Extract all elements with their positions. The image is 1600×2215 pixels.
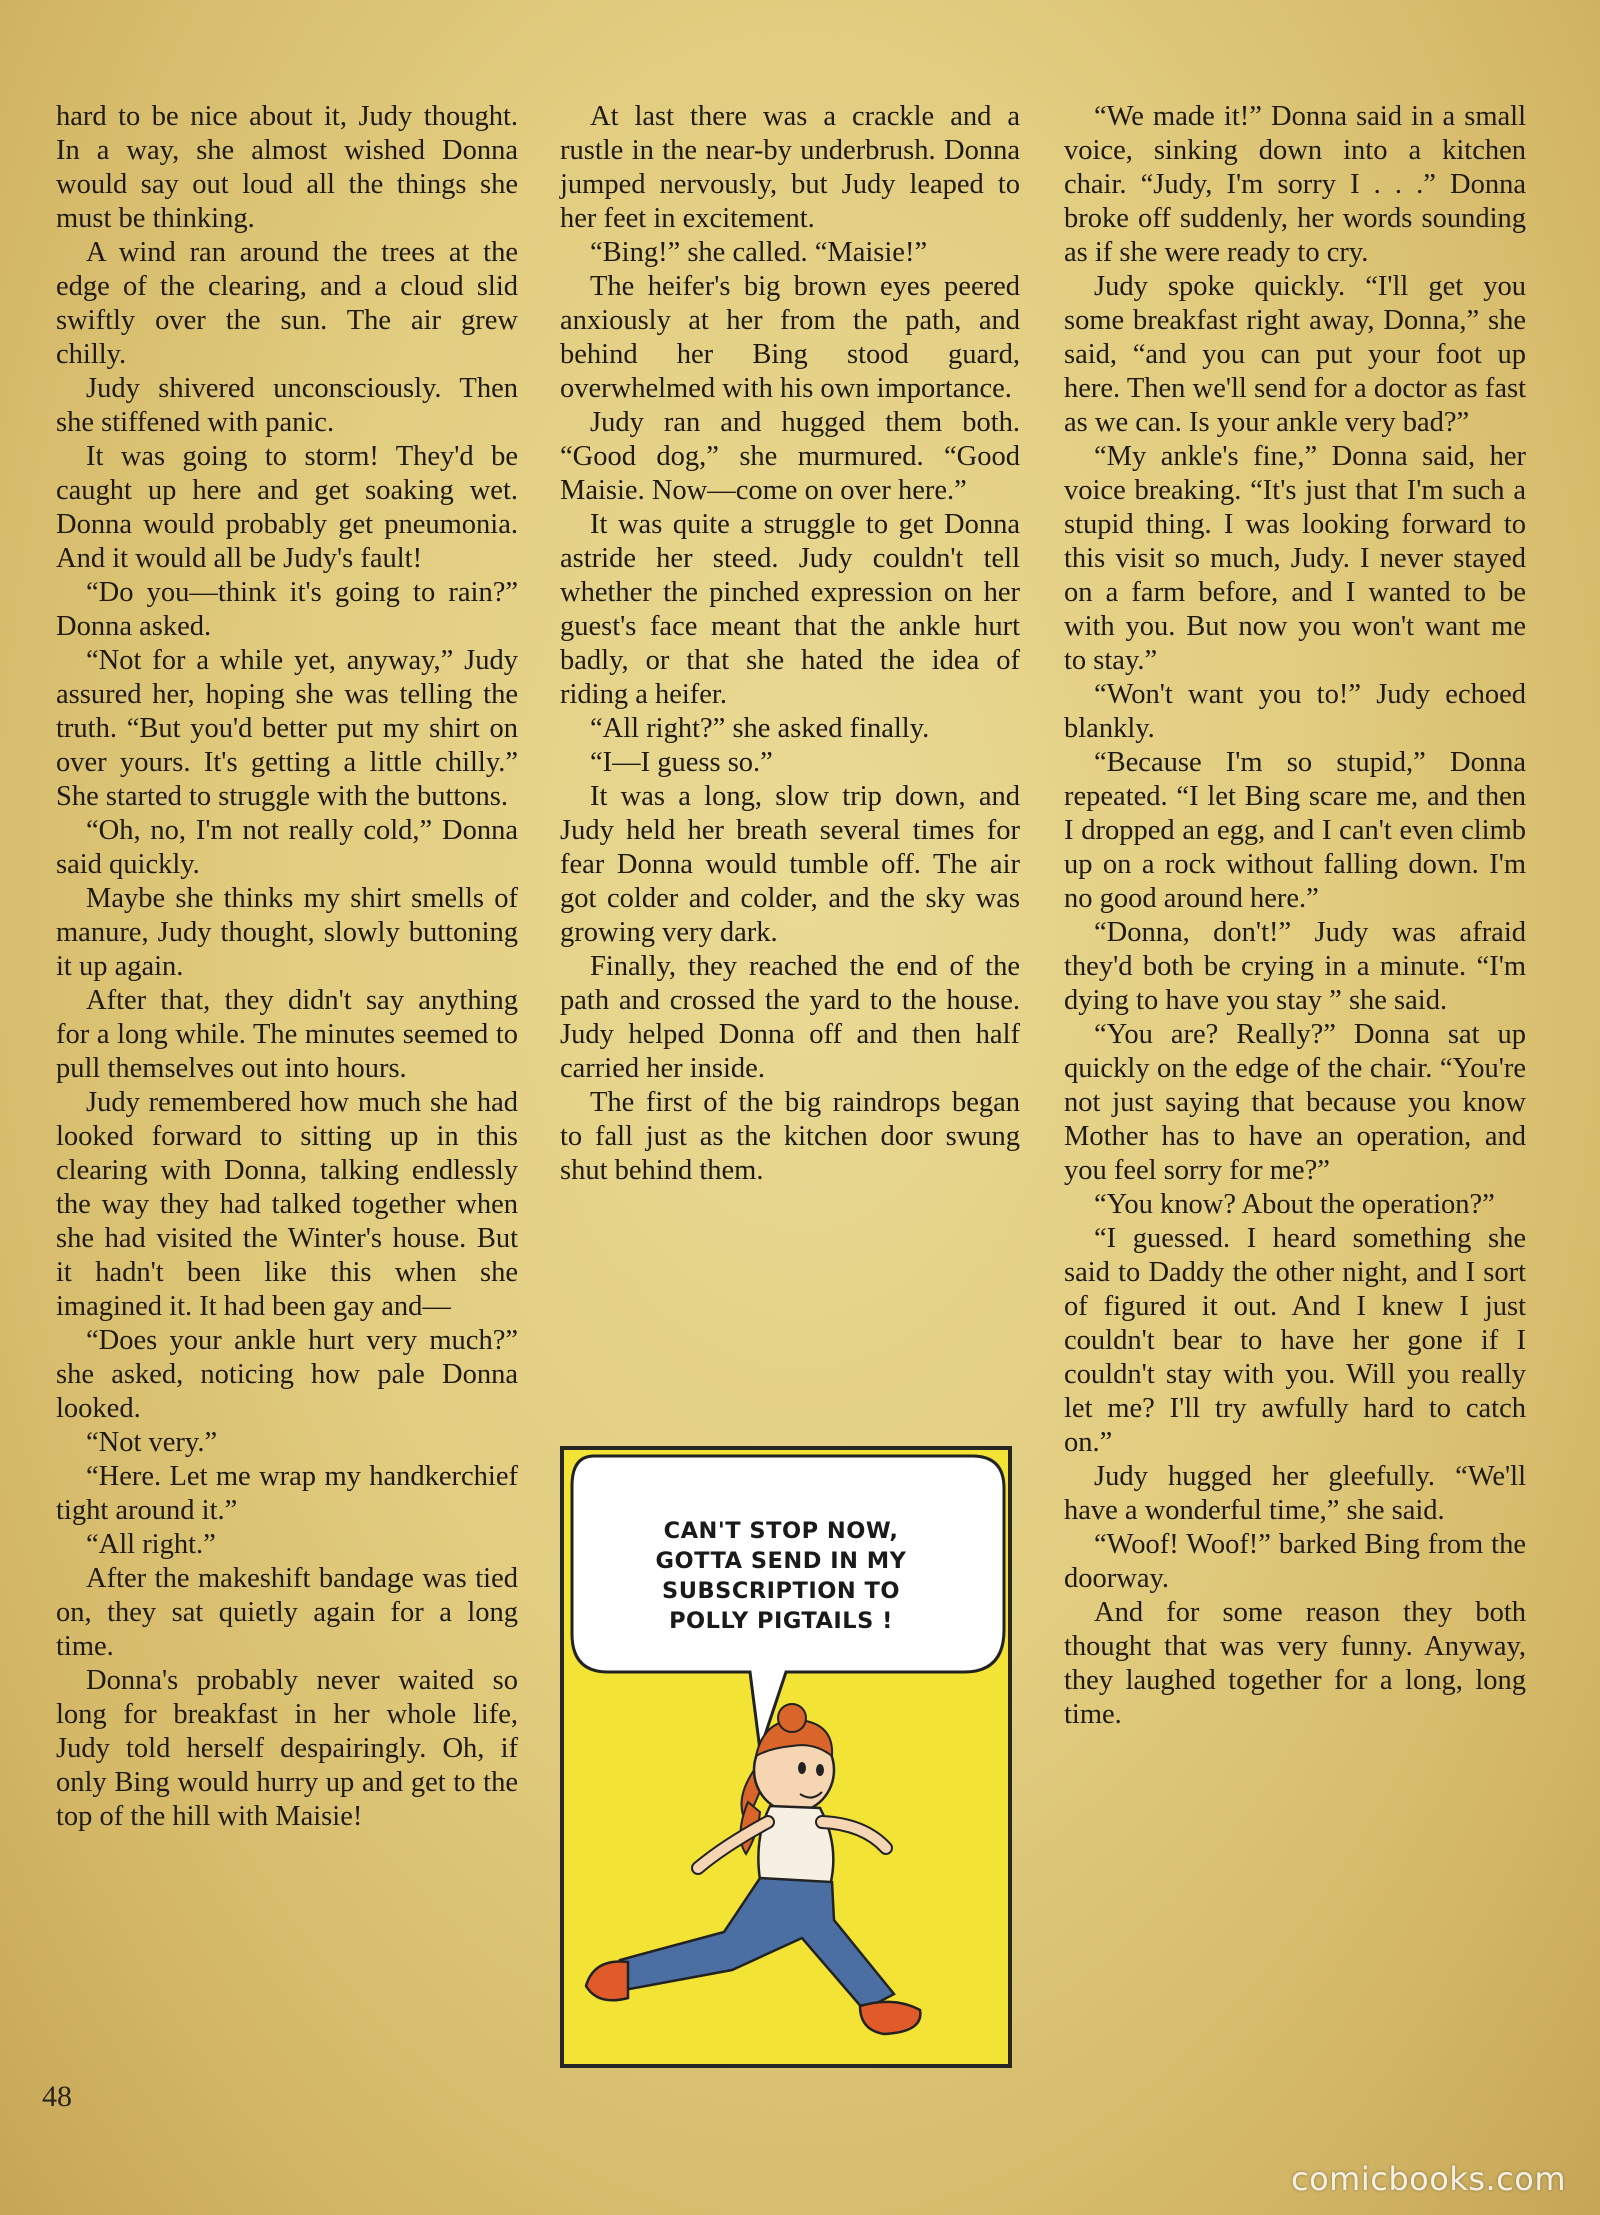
paragraph: Judy remembered how much she had looked forward to sitting up in this clearing with Donna, talking endlessly the way they had talked together when she had visited the Winter's house. But it hadn't been like this when she imagined it. It had been gay and— [56,1087,518,1322]
paragraph: A wind ran around the trees at the edge of the clearing, and a cloud slid swiftly over the sun. The air grew chilly. [56,237,518,370]
speech-bubble-text: CAN'T STOP NOW, GOTTA SEND IN MY SUBSCRIPTION TO POLLY PIGTAILS ! [655,1518,907,1634]
paragraph: “All right.” [86,1529,216,1560]
watermark: comicbooks.com [1290,2160,1566,2198]
paragraph: Judy hugged her gleefully. “We'll have a wonderful time,” she said. [1064,1461,1526,1526]
text-column-1 [56,100,518,1834]
paragraph: The first of the big raindrops began to fall just as the kitchen door swung shut behind them. [560,1087,1020,1186]
paragraph: It was a long, slow trip down, and Judy held her breath several times for fear Donna would tumble off. The air got colder and colder, and the sky was growing very dark. [560,781,1020,948]
paragraph: Judy spoke quickly. “I'll get you some breakfast right away, Donna,” she said, “and you can put your foot up here. Then we'll send for a doctor as fast as we can. Is your ankle very bad?” [1064,271,1526,438]
paragraph: “Won't want you to!” Judy echoed blankly. [1064,679,1526,744]
paragraph: Judy shivered unconsciously. Then she stiffened with panic. [56,373,518,438]
paragraph: Maybe she thinks my shirt smells of manure, Judy thought, slowly buttoning it up again. [56,883,518,982]
running-girl-illustration [564,1450,1012,2068]
paragraph: hard to be nice about it, Judy thought. In a way, she almost wished Donna would say out loud all the things she must be thinking. [56,101,518,234]
paragraph: “My ankle's fine,” Donna said, her voice breaking. “It's just that I'm such a stupid thing. I was looking forward to this visit so much, Judy. I never stayed on a farm before, and I wanted to be with you. But now you won't want me to stay.” [1064,441,1526,676]
paragraph: “You know? About the operation?” [1094,1189,1495,1220]
paragraph: Donna's probably never waited so long for breakfast in her whole life, Judy told herself despairingly. Oh, if only Bing would hurry up and get to the top of the hill with Maisie! [56,1665,518,1832]
paragraph: After the makeshift bandage was tied on, they sat quietly again for a long time. [56,1563,518,1662]
paragraph: “Bing!” she called. “Maisie!” [590,237,928,268]
paragraph: Judy ran and hugged them both. “Good dog,” she murmured. “Good Maisie. Now—come on over here.” [560,407,1020,506]
paragraph: “Not for a while yet, anyway,” Judy assured her, hoping she was telling the truth. “But you'd better put my shirt on over yours. It's getting a little chilly.” She started to struggle with the buttons. [56,645,518,812]
page-number: 48 [42,2080,72,2113]
paragraph: “Do you—think it's going to rain?” Donna asked. [56,577,518,642]
paragraph: And for some reason they both thought that was very funny. Anyway, they laughed together for a long, long time. [1064,1597,1526,1730]
comic-panel [560,1446,1012,2068]
paragraph: “Not very.” [86,1427,218,1458]
paragraph: It was quite a struggle to get Donna astride her steed. Judy couldn't tell whether the pinched expression on her guest's face meant that the ankle hurt badly, or that she hated the idea of riding a heifer. [560,509,1020,710]
paragraph: “I—I guess so.” [590,747,773,778]
paragraph: It was going to storm! They'd be caught up here and get soaking wet. Donna would probably get pneumonia. And it would all be Judy's fault! [56,441,518,574]
text-column-2 [560,100,1020,1188]
paragraph: “We made it!” Donna said in a small voice, sinking down into a kitchen chair. “Judy, I'm sorry I . . .” Donna broke off suddenly, her words sounding as if she were ready to cry. [1064,101,1526,268]
paragraph: “Oh, no, I'm not really cold,” Donna said quickly. [56,815,518,880]
paragraph: At last there was a crackle and a rustle in the near-by underbrush. Donna jumped nervously, but Judy leaped to her feet in excitement. [560,101,1020,234]
paragraph: “Donna, don't!” Judy was afraid they'd both be crying in a minute. “I'm dying to have you stay ” she said. [1064,917,1526,1016]
paragraph: After that, they didn't say anything for a long while. The minutes seemed to pull themselves out into hours. [56,985,518,1084]
paragraph: “Here. Let me wrap my handkerchief tight around it.” [56,1461,518,1526]
paragraph: “All right?” she asked finally. [590,713,930,744]
paragraph: “Woof! Woof!” barked Bing from the doorway. [1064,1529,1526,1594]
paragraph: “Does your ankle hurt very much?” she asked, noticing how pale Donna looked. [56,1325,518,1424]
paragraph: “I guessed. I heard something she said to Daddy the other night, and I sort of figured it out. And I knew I just couldn't bear to have her gone if I couldn't stay with you. Will you really let me? I'll try awfully hard to catch on.” [1064,1223,1526,1458]
text-column-3 [1064,100,1526,1732]
paragraph: The heifer's big brown eyes peered anxiously at her from the path, and behind her Bing stood guard, overwhelmed with his own importance. [560,271,1020,404]
paragraph: “You are? Really?” Donna sat up quickly on the edge of the chair. “You're not just saying that because you know Mother has to have an operation, and you feel sorry for me?” [1064,1019,1526,1186]
paragraph: Finally, they reached the end of the path and crossed the yard to the house. Judy helped Donna off and then half carried her inside. [560,951,1020,1084]
paragraph: “Because I'm so stupid,” Donna repeated. “I let Bing scare me, and then I dropped an egg, and I can't even climb up on a rock without falling down. I'm no good around here.” [1064,747,1526,914]
